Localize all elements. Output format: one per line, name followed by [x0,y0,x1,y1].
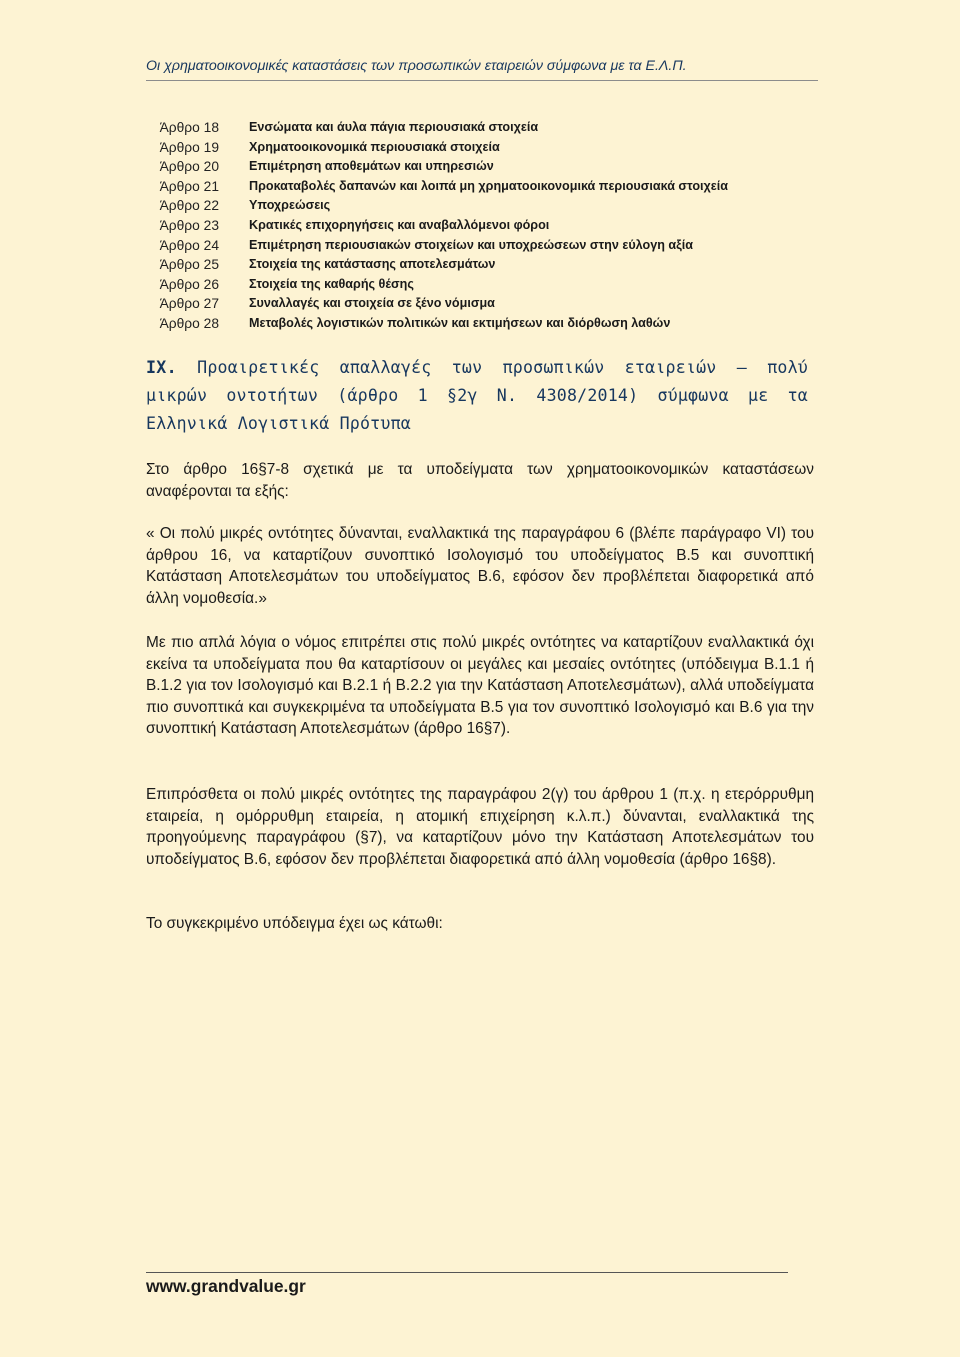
paragraph-quote: « Οι πολύ μικρές οντότητες δύνανται, εναλλακτικά της παραγράφου 6 (βλέπε παράγραφο VI) του άρθρου 16, να καταρτίζουν συνοπτικό Ισολογισμό του υποδείγματος Β.5 και συνοπτική Κατάσταση Αποτελεσμάτων του υποδείγματος Β.6, εφόσον δεν προβλέπεται διαφορετικά από άλλη νομοθεσία.» [146,525,814,607]
list-item [146,314,826,334]
article-title: Κρατικές επιχορηγήσεις και αναβαλλόμενοι φόροι [249,217,550,232]
article-number: Άρθρο 18 [159,120,219,135]
list-item [146,216,826,236]
article-number: Άρθρο 23 [159,217,219,233]
footer-website: www.grandvalue.gr [146,1276,306,1296]
list-item [146,255,826,275]
paragraph-additional: Επιπρόσθετα οι πολύ μικρές οντότητες της παραγράφου 2(γ) του άρθρου 1 (π.χ. η ετερόρρυθμη εταιρεία, η ομόρρυθμη εταιρεία, η ατομική επιχείρηση κ.λ.π.) δύνανται, εναλλακτικά της προηγούμενης παραγράφου (§7), να καταρτίζουν μόνο την Κατάσταση Αποτελεσμάτων του υποδείγματος Β.6, εφόσον δεν προβλέπεται διαφορετικά από άλλη νομοθεσία (άρθρο 16§8). [146,786,814,868]
section-number: ΙΧ. [146,358,177,377]
list-item [146,294,826,314]
article-number: Άρθρο 27 [159,296,219,312]
article-number: Άρθρο 25 [159,257,219,273]
article-title: Ενσώματα και άυλα πάγια περιουσιακά στοιχεία [249,120,539,134]
paragraph-template-intro: Το συγκεκριμένο υπόδειγμα έχει ως κάτωθι: [146,915,443,932]
article-title: Στοιχεία της καθαρής θέσης [249,276,414,291]
article-number: Άρθρο 20 [159,159,219,175]
header-divider [146,80,818,81]
article-title: Υποχρεώσεις [249,198,331,213]
footer-divider [146,1272,788,1273]
article-title: Επιμέτρηση περιουσιακών στοιχείων και υποχρεώσεων στην εύλογη αξία [249,237,693,252]
list-item [146,138,826,158]
running-header: Οι χρηματοοικονομικές καταστάσεις των προσωπικών εταιρειών σύμφωνα με τα Ε.Λ.Π. [146,58,687,74]
list-item [146,157,826,177]
list-item [146,118,826,138]
article-number: Άρθρο 26 [159,276,219,292]
article-number: Άρθρο 28 [159,315,219,331]
list-item [146,236,826,256]
list-item [146,177,826,197]
article-title: Προκαταβολές δαπανών και λοιπά μη χρηματοοικονομικά περιουσιακά στοιχεία [249,178,728,193]
article-number: Άρθρο 21 [159,178,219,194]
article-number: Άρθρο 22 [159,198,219,214]
section-title: Προαιρετικές απαλλαγές των προσωπικών εταιρειών – πολύ μικρών οντοτήτων (άρθρο 1 §2γ Ν. 4308/2014) σύμφωνα με τα Ελληνικά Λογιστικά Πρότυπα [146,358,808,433]
section-heading [146,354,808,438]
paragraph-explanation: Με πιο απλά λόγια ο νόμος επιτρέπει στις πολύ μικρές οντότητες να καταρτίζουν εναλλακτικά όχι εκείνα τα υποδείγματα που θα καταρτίσουν οι μεγάλες και μεσαίες οντότητες (υπόδειγμα Β.1.1 ή Β.1.2 για τον Ισολογισμό και Β.2.1 ή Β.2.2 για την Κατάσταση Αποτελεσμάτων), αλλά υποδείγματα πιο συνοπτικά και συγκεκριμένα τα υποδείγματα Β.5 για τον συνοπτικό Ισολογισμό και Β.6 για την συνοπτική Κατάσταση Αποτελεσμάτων (άρθρο 16§7). [146,634,814,738]
article-title: Επιμέτρηση αποθεμάτων και υπηρεσιών [249,159,494,174]
list-item [146,275,826,295]
list-item [146,196,826,216]
article-title: Στοιχεία της κατάστασης αποτελεσμάτων [249,257,496,272]
article-number: Άρθρο 19 [159,139,219,155]
articles-list [146,118,826,334]
article-title: Χρηματοοικονομικά περιουσιακά στοιχεία [249,139,500,154]
paragraph-intro: Στο άρθρο 16§7-8 σχετικά με τα υποδείγματα των χρηματοοικονομικών καταστάσεων αναφέρονται τα εξής: [146,461,814,500]
article-title: Συναλλαγές και στοιχεία σε ξένο νόμισμα [249,296,495,311]
article-title: Μεταβολές λογιστικών πολιτικών και εκτιμήσεων και διόρθωση λαθών [249,315,671,330]
article-number: Άρθρο 24 [159,237,219,253]
